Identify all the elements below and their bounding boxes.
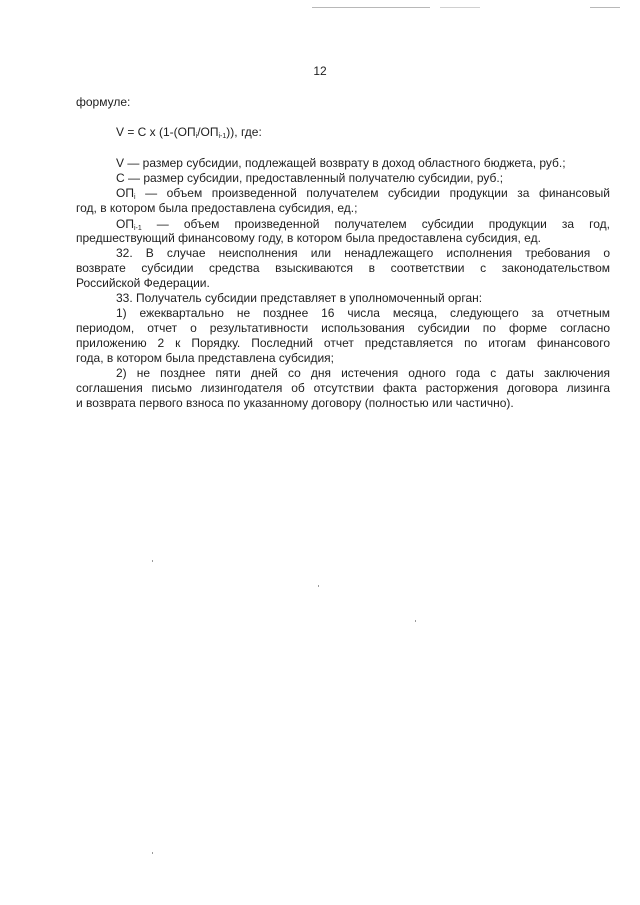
item-1-line3: приложению 2 к Порядку. Последний отчет представляется по итогам финансового <box>76 336 610 350</box>
item-2-line2: соглашения письмо лизингодателя об отсутствии факта расторжения договора лизинга <box>76 381 610 395</box>
definition-opi1-line2: предшествующий финансовому году, в котором была предоставлена субсидия, ед. <box>76 231 541 245</box>
item-1-line1: 1) ежеквартально не позднее 16 числа месяца, следующего за отчетным <box>116 306 610 320</box>
scan-speck <box>152 560 153 562</box>
definition-c: C — размер субсидии, предоставленный получателю субсидии, руб.; <box>116 171 504 185</box>
scan-artifact-line <box>440 7 480 8</box>
intro-word: формуле: <box>76 95 131 109</box>
paragraph-32-line3: Российской Федерации. <box>76 276 210 290</box>
scan-artifact-line <box>312 7 430 8</box>
definition-opi-line2: год, в котором была предоставлена субсидия, ед.; <box>76 201 358 215</box>
paragraph-33: 33. Получатель субсидии представляет в уполномоченный орган: <box>116 291 483 305</box>
paragraph-32-line2: возврате субсидии средства взыскиваются в соответствии с законодательством <box>76 261 610 275</box>
scan-speck <box>415 620 416 622</box>
definition-v: V — размер субсидии, подлежащей возврату в доход областного бюджета, руб.; <box>116 156 566 170</box>
scan-artifact-line <box>590 7 620 8</box>
definition-opi-line1: $ОП_i$ — объем произведенной получателем субсидии продукции за финансовый <box>116 186 610 201</box>
item-1-line4: года, в котором была представлена субсидия; <box>76 351 334 365</box>
page-number: 12 <box>313 64 327 78</box>
scan-speck <box>152 852 153 854</box>
item-2-line1: 2) не позднее пяти дней со дня истечения одного года с даты заключения <box>116 366 610 380</box>
definition-opi1-line1: $ОП_{i-1}$ — объем произведенной получателем субсидии продукции за год, <box>116 217 610 232</box>
item-2-line3: и возврата первого взноса по указанному договору (полностью или частично). <box>76 396 514 410</box>
scan-speck <box>318 585 319 587</box>
paragraph-32-line1: 32. В случае неисполнения или ненадлежащего исполнения требования о <box>116 246 610 260</box>
formula: V = C x $(1-(ОП_i/ОП_{i-1}))$, где: <box>116 125 262 140</box>
item-1-line2: периодом, отчет о результативности использования субсидии по форме согласно <box>76 321 610 335</box>
